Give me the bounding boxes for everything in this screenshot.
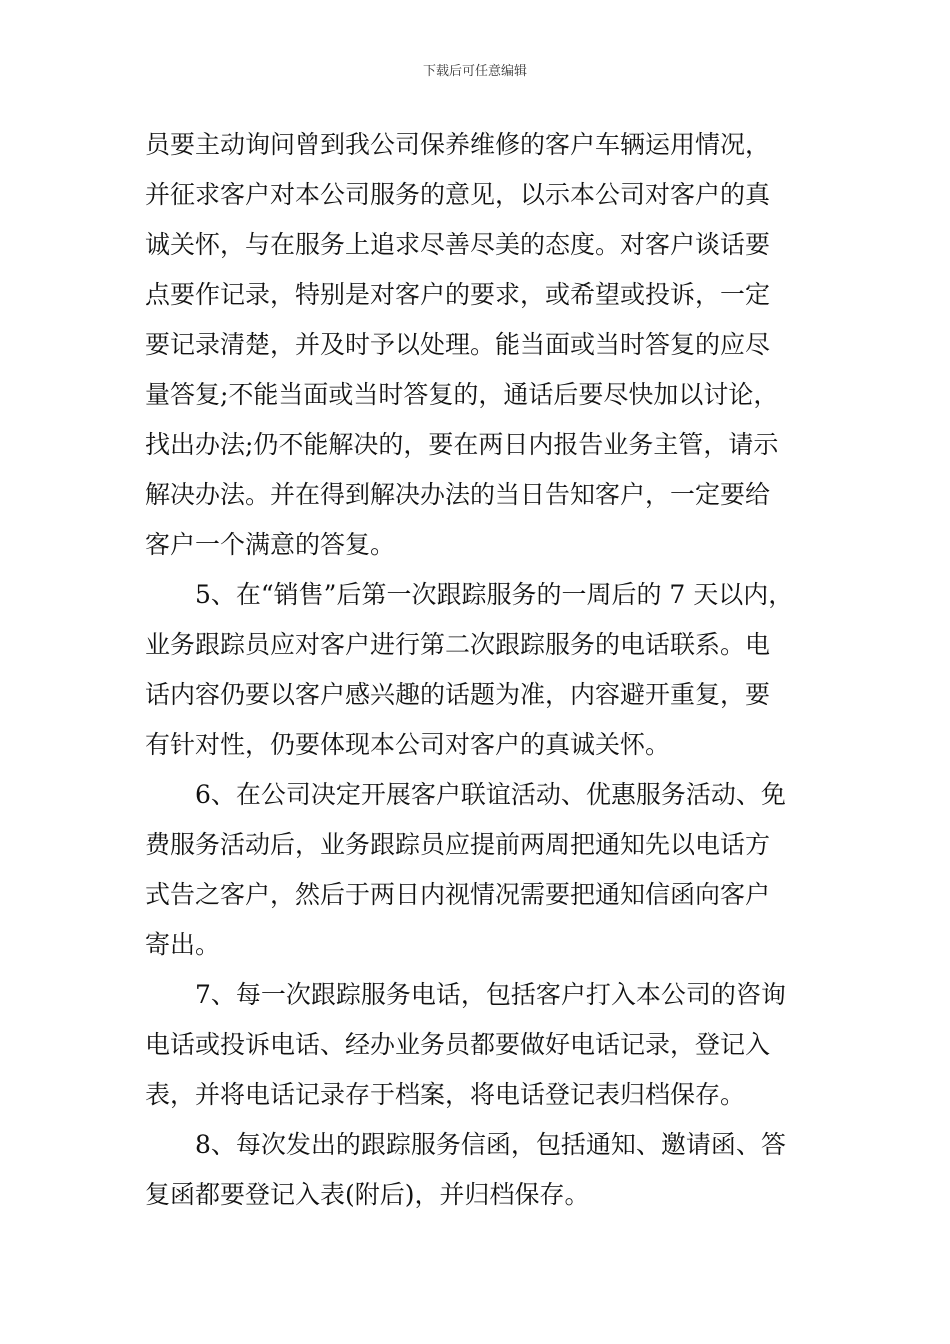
paragraph-item-5 [145,570,815,770]
text-line: 要记录清楚，并及时予以处理。能当面或当时答复的应尽 [145,330,771,359]
paragraph-continued [145,120,815,570]
text-line: 点要作记录，特别是对客户的要求，或希望或投诉，一定 [145,280,771,309]
paragraph-item-7 [145,970,815,1120]
text-line: 解决办法。并在得到解决办法的当日告知客户，一定要给 [145,480,771,509]
text-line: 5、在“销售”后第一次跟踪服务的一周后的 7 天以内， [195,580,794,609]
page-header: 下载后可任意编辑 [422,64,527,79]
text-line: 并征求客户对本公司服务的意见，以示本公司对客户的真 [145,180,771,209]
text-line: 复函都要登记入表(附后)，并归档保存。 [145,1180,590,1209]
text-line: 电话或投诉电话、经办业务员都要做好电话记录，登记入 [145,1030,771,1059]
paragraph-item-6 [145,770,815,970]
text-line: 找出办法;仍不能解决的，要在两日内报告业务主管，请示 [145,430,779,459]
text-line: 6、在公司决定开展客户联谊活动、优惠服务活动、免 [195,780,786,809]
text-line: 寄出。 [145,930,221,959]
text-line: 8、每次发出的跟踪服务信函，包括通知、邀请函、答 [195,1130,786,1159]
text-line: 有针对性，仍要体现本公司对客户的真诚关怀。 [145,730,671,759]
text-line: 7、每一次跟踪服务电话，包括客户打入本公司的咨询 [195,980,786,1009]
text-line: 量答复;不能当面或当时答复的，通话后要尽快加以讨论， [145,380,779,409]
text-line: 费服务活动后，业务跟踪员应提前两周把通知先以电话方 [145,830,771,859]
text-line: 表，并将电话记录存于档案，将电话登记表归档保存。 [145,1080,746,1109]
text-line: 业务跟踪员应对客户进行第二次跟踪服务的电话联系。电 [145,630,771,659]
text-line: 诚关怀，与在服务上追求尽善尽美的态度。对客户谈话要 [145,230,771,259]
text-line: 式告之客户，然后于两日内视情况需要把通知信函向客户 [145,880,771,909]
text-line: 话内容仍要以客户感兴趣的话题为准，内容避开重复，要 [145,680,771,709]
document-body [145,120,815,1220]
paragraph-item-8 [145,1120,815,1220]
text-line: 员要主动询问曾到我公司保养维修的客户车辆运用情况， [145,130,771,159]
text-line: 客户一个满意的答复。 [145,530,396,559]
